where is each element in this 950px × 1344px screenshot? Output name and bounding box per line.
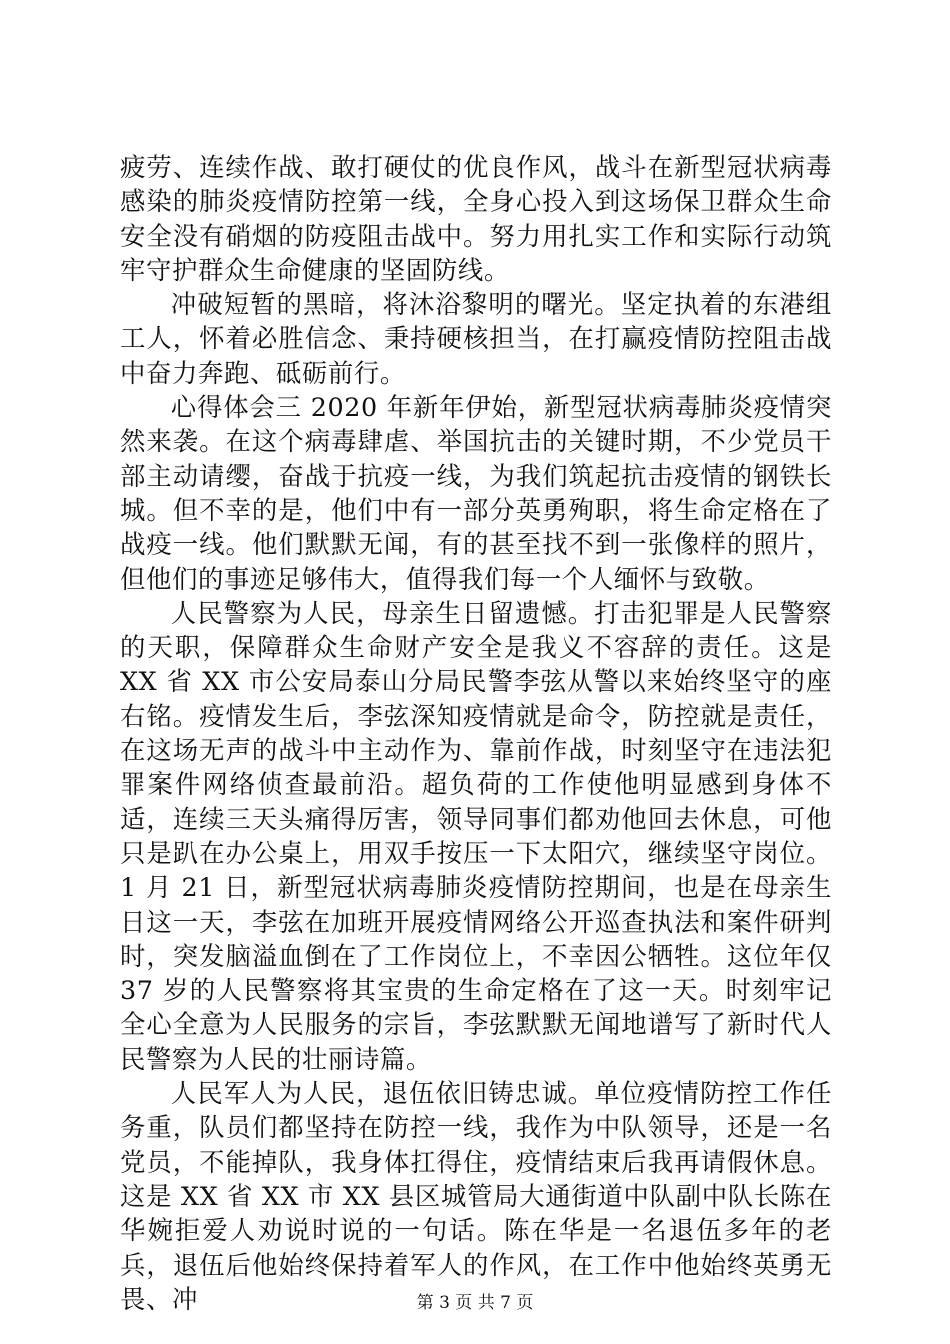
paragraph: 冲破短暂的黑暗，将沐浴黎明的曙光。坚定执着的东港组工人，怀着必胜信念、秉持硬核担当，在打赢疫情防控阻击战中奋力奔跑、砥砺前行。 xyxy=(120,289,832,388)
page-number-footer: 第 3 页 共 7 页 xyxy=(416,1293,534,1313)
paragraph: 疲劳、连续作战、敢打硬仗的优良作风，战斗在新型冠状病毒感染的肺炎疫情防控第一线，全身心投入到这场保卫群众生命安全没有硝烟的防疫阻击战中。努力用扎实工作和实际行动筑牢守护群众生命健康的坚固防线。 xyxy=(120,152,832,285)
paragraph: 人民警察为人民，母亲生日留遗憾。打击犯罪是人民警察的天职，保障群众生命财产安全是我义不容辞的责任。这是 XX 省 XX 市公安局泰山分局民警李弦从警以来始终坚守的座右铭。疫情发生后，李弦深知疫情就是命令，防控就是责任，在这场无声的战斗中主动作为、靠前作战，时刻坚守在违法犯罪案件网络侦查最前沿。超负荷的工作使他明显感到身体不适，连续三天头痛得厉害，领导同事们都劝他回去休息，可他只是趴在办公桌上，用双手按压一下太阳穴，继续坚守岗位。1 月 21 日，新型冠状病毒肺炎疫情防控期间，也是在母亲生日这一天，李弦在加班开展疫情网络公开巡查执法和案件研判时，突发脑溢血倒在了工作岗位上，不幸因公牺牲。这位年仅 37 岁的人民警察将其宝贵的生命定格在了这一天。时刻牢记全心全意为人民服务的宗旨，李弦默默无闻地谱写了新时代人民警察为人民的壮丽诗篇。 xyxy=(120,597,832,1074)
paragraph: 心得体会三 2020 年新年伊始，新型冠状病毒肺炎疫情突然来袭。在这个病毒肆虐、举国抗击的关键时期，不少党员干部主动请缨，奋战于抗疫一线，为我们筑起抗击疫情的钢铁长城。但不幸的是，他们中有一部分英勇殉职，将生命定格在了战疫一线。他们默默无闻，有的甚至找不到一张像样的照片，但他们的事迹足够伟大，值得我们每一个人缅怀与致敬。 xyxy=(120,392,832,594)
document-body xyxy=(120,150,832,1316)
paragraph: 人民军人为人民，退伍依旧铸忠诚。单位疫情防控工作任务重，队员们都坚持在防控一线，我作为中队领导，还是一名党员，不能掉队，我身体扛得住，疫情结束后我再请假休息。这是 XX 省 XX 市 XX 县区城管局大通街道中队副中队长陈在华婉拒爱人劝说时说的一句话。陈在华是一名退伍多年的老兵，退伍后他始终保持着军人的作风，在工作中他始终英勇无畏、冲 xyxy=(120,1078,832,1314)
